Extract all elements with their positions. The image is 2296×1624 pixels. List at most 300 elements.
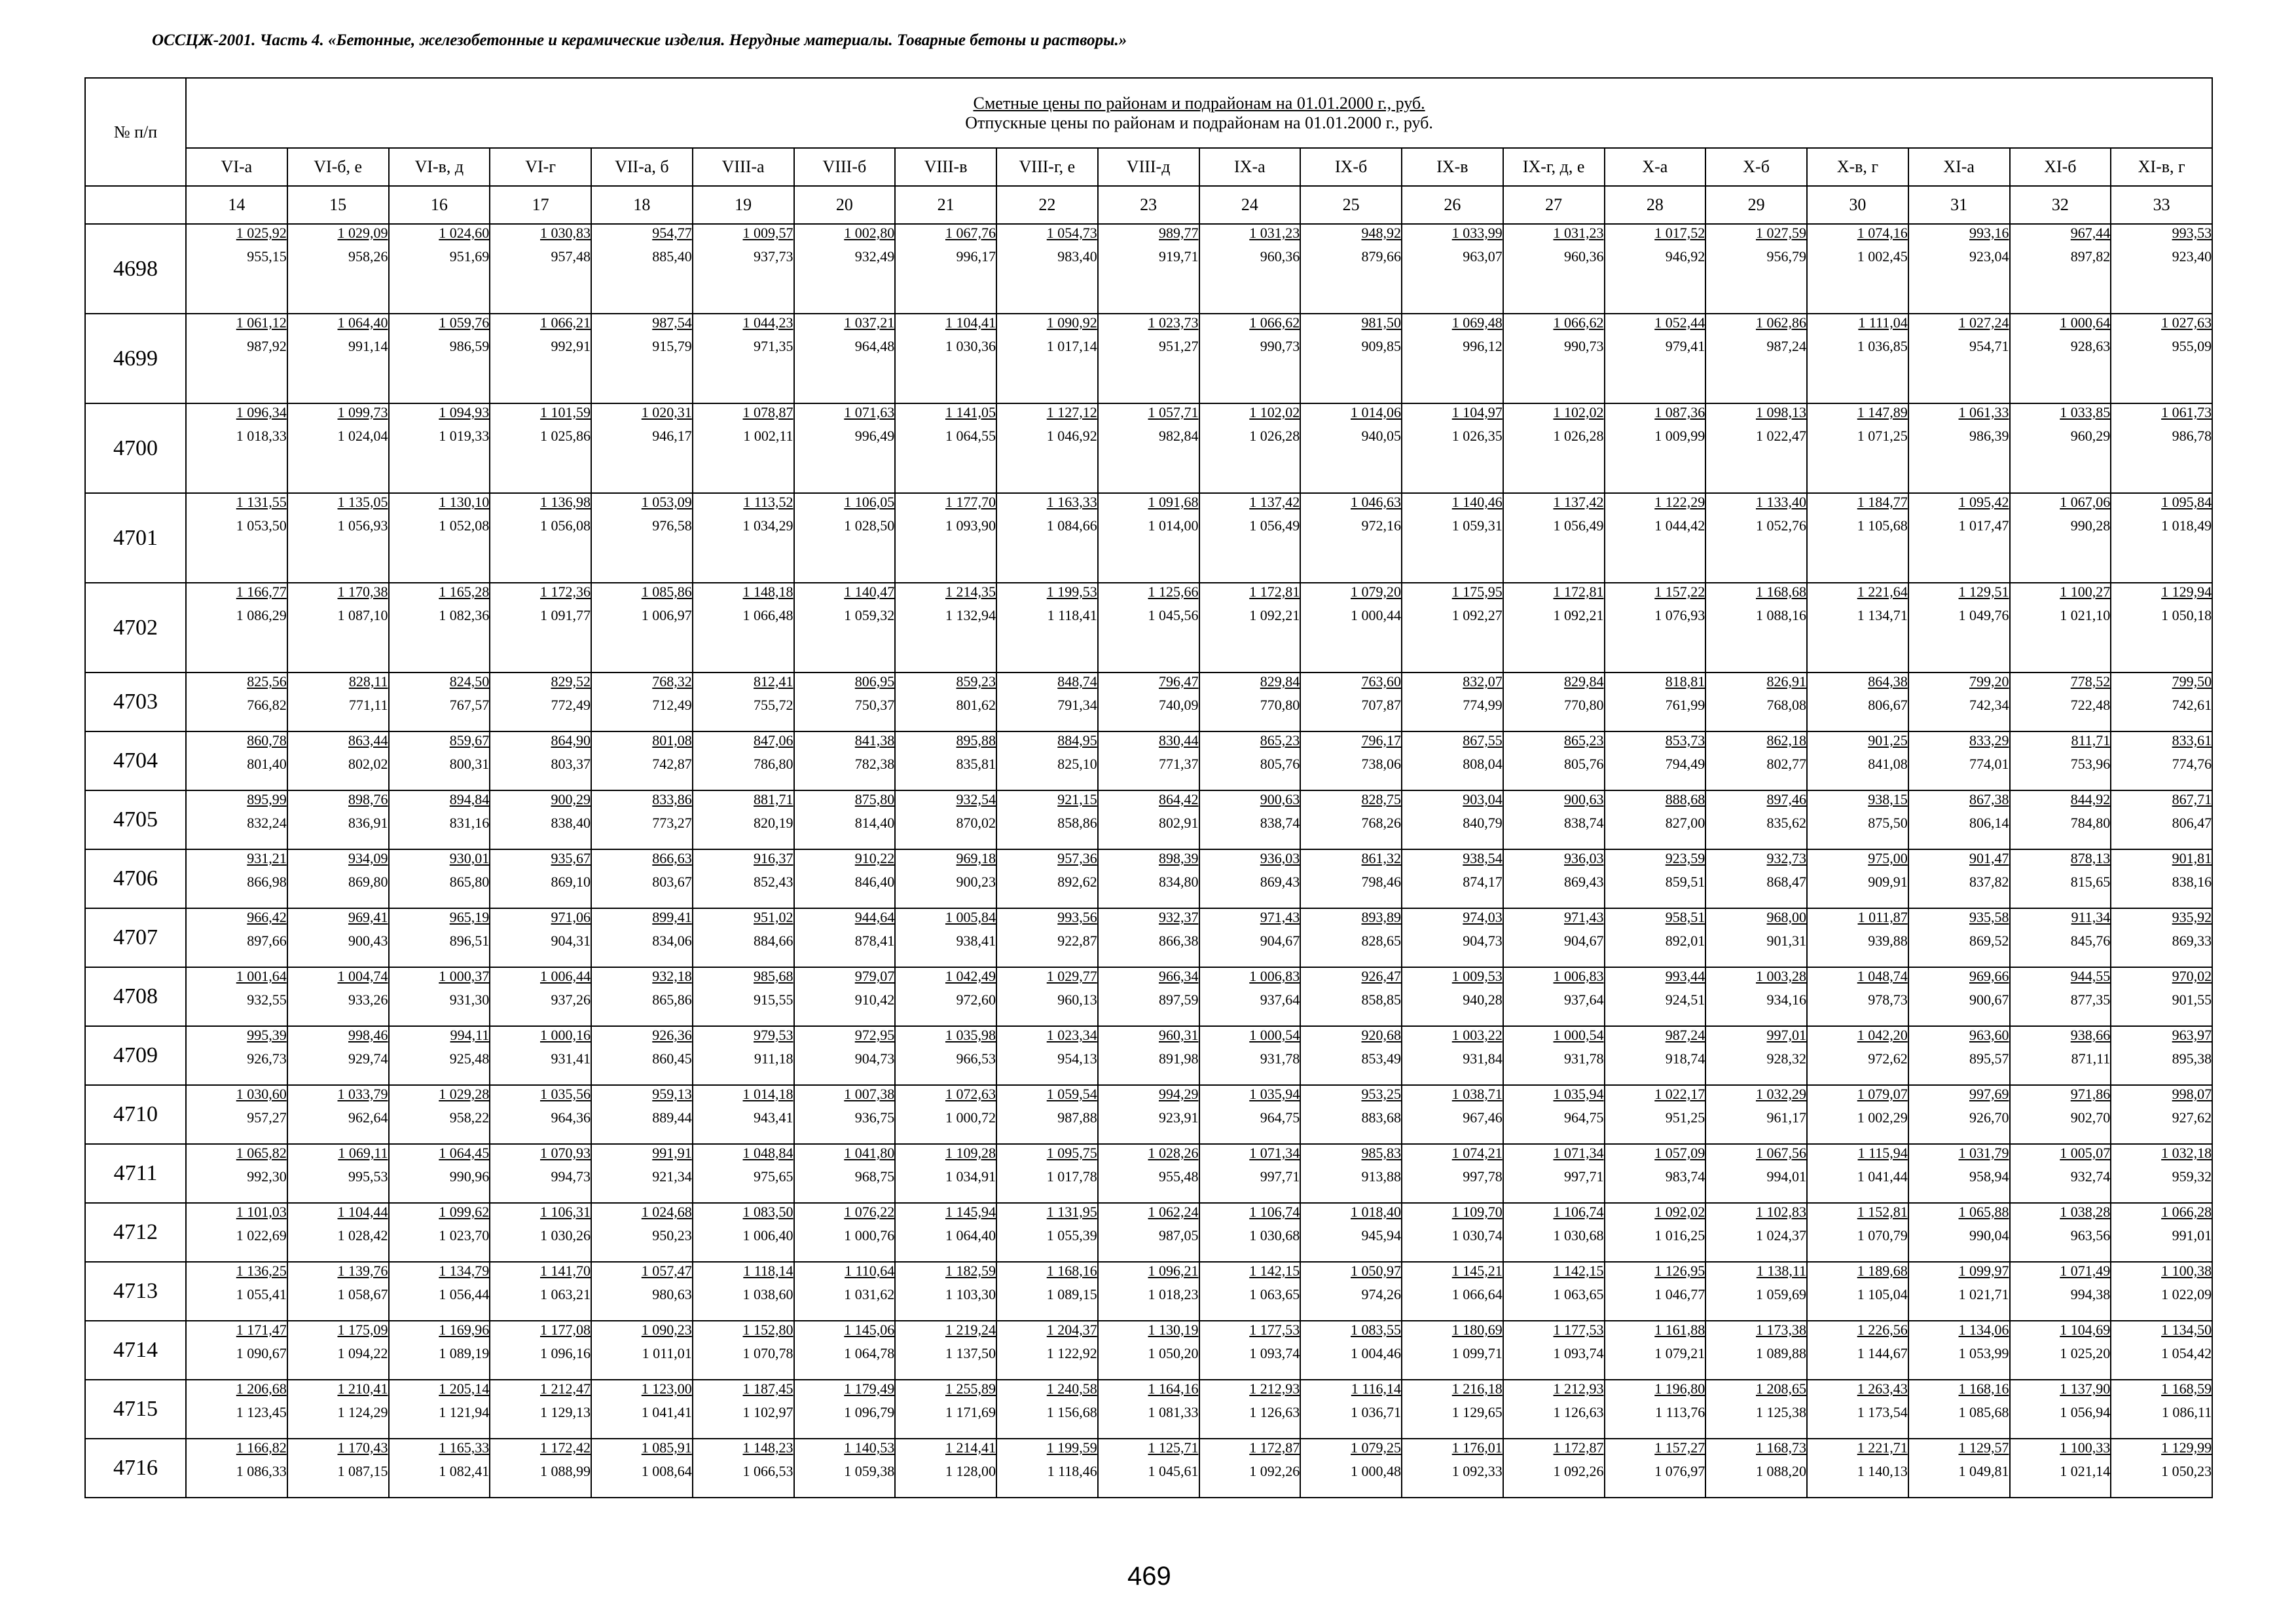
release-price: 1 045,56 xyxy=(1148,607,1199,623)
price-cell xyxy=(591,967,693,1026)
price-cell xyxy=(895,967,996,1026)
estimated-price: 841,38 xyxy=(854,732,895,748)
price-cell xyxy=(287,1262,389,1321)
estimated-price: 1 134,50 xyxy=(2161,1321,2212,1338)
release-price: 869,33 xyxy=(2172,932,2212,949)
release-price: 1 059,32 xyxy=(844,607,895,623)
estimated-price: 1 170,43 xyxy=(337,1439,388,1456)
estimated-price: 995,39 xyxy=(247,1027,287,1043)
release-price: 1 064,78 xyxy=(844,1345,895,1361)
price-cell xyxy=(1705,403,1807,493)
release-price: 1 082,41 xyxy=(439,1463,490,1479)
estimated-price: 1 024,68 xyxy=(641,1204,692,1220)
release-price: 866,38 xyxy=(1159,932,1199,949)
price-cell xyxy=(186,224,287,314)
price-cell xyxy=(1199,224,1301,314)
estimated-price: 1 139,76 xyxy=(337,1263,388,1279)
price-cell xyxy=(1705,967,1807,1026)
table-row xyxy=(85,731,2212,790)
release-price: 951,69 xyxy=(449,248,490,265)
estimated-price: 979,07 xyxy=(854,968,895,984)
price-cell xyxy=(1503,1085,1605,1144)
release-price: 938,41 xyxy=(956,932,996,949)
release-price: 964,75 xyxy=(1564,1109,1604,1126)
price-cell xyxy=(1807,1144,1908,1203)
price-cell xyxy=(1705,731,1807,790)
estimated-price: 1 111,04 xyxy=(1858,314,1908,331)
release-price: 755,72 xyxy=(754,697,793,713)
release-price: 1 118,41 xyxy=(1047,607,1097,623)
price-cell xyxy=(591,1085,693,1144)
estimated-price: 1 024,60 xyxy=(439,225,490,241)
release-price: 1 017,14 xyxy=(1046,338,1097,354)
release-price: 897,59 xyxy=(1159,991,1199,1008)
release-price: 931,84 xyxy=(1463,1050,1503,1067)
price-cell xyxy=(2010,908,2111,967)
price-cell xyxy=(1705,1439,1807,1498)
estimated-price: 1 136,25 xyxy=(236,1263,287,1279)
estimated-price: 900,29 xyxy=(551,791,591,807)
price-cell xyxy=(1605,1321,1706,1380)
price-cell xyxy=(1503,1026,1605,1085)
estimated-price: 1 022,17 xyxy=(1654,1086,1705,1102)
release-price: 931,78 xyxy=(1260,1050,1300,1067)
release-price: 992,91 xyxy=(551,338,591,354)
release-price: 996,49 xyxy=(854,428,895,444)
estimated-price: 1 123,00 xyxy=(641,1380,692,1397)
estimated-price: 799,20 xyxy=(1969,673,2009,690)
price-cell xyxy=(287,493,389,583)
release-price: 742,34 xyxy=(1969,697,2009,713)
release-price: 928,32 xyxy=(1766,1050,1806,1067)
price-cell xyxy=(1402,1321,1503,1380)
estimated-price: 878,13 xyxy=(2070,850,2111,866)
price-cell xyxy=(1605,493,1706,583)
estimated-price: 1 099,73 xyxy=(337,404,388,420)
release-price: 1 014,00 xyxy=(1148,517,1199,534)
price-cell xyxy=(895,1321,996,1380)
release-price: 983,74 xyxy=(1665,1168,1705,1185)
estimated-price: 911,34 xyxy=(2071,909,2111,925)
estimated-price: 1 168,59 xyxy=(2161,1380,2212,1397)
price-cell xyxy=(1503,1262,1605,1321)
release-price: 931,30 xyxy=(449,991,490,1008)
estimated-price: 970,02 xyxy=(2172,968,2212,984)
price-cell xyxy=(1908,1203,2010,1262)
price-cell xyxy=(693,1262,794,1321)
release-price: 1 105,04 xyxy=(1857,1286,1908,1302)
price-cell xyxy=(1503,1380,1605,1439)
estimated-price: 833,29 xyxy=(1969,732,2009,748)
estimated-price: 1 130,19 xyxy=(1148,1321,1199,1338)
estimated-price: 1 172,81 xyxy=(1553,583,1604,600)
table-row xyxy=(85,493,2212,583)
estimated-price: 971,43 xyxy=(1260,909,1300,925)
estimated-price: 898,39 xyxy=(1159,850,1199,866)
estimated-price: 1 031,23 xyxy=(1553,225,1604,241)
price-cell xyxy=(389,583,490,673)
estimated-price: 884,95 xyxy=(1057,732,1097,748)
release-price: 996,12 xyxy=(1463,338,1503,354)
price-cell xyxy=(1908,731,2010,790)
release-price: 773,27 xyxy=(652,815,692,831)
estimated-price: 864,42 xyxy=(1159,791,1199,807)
estimated-price: 1 052,44 xyxy=(1654,314,1705,331)
price-cell xyxy=(1402,314,1503,403)
column-number-empty xyxy=(85,186,186,224)
price-cell xyxy=(186,403,287,493)
estimated-price: 1 199,53 xyxy=(1046,583,1097,600)
row-number: 4698 xyxy=(85,224,186,314)
price-cell xyxy=(490,493,591,583)
price-cell xyxy=(794,673,896,731)
price-cell xyxy=(591,1026,693,1085)
price-cell xyxy=(1300,967,1402,1026)
estimated-price: 1 164,16 xyxy=(1148,1380,1199,1397)
estimated-price: 938,66 xyxy=(2070,1027,2111,1043)
release-price: 897,82 xyxy=(2070,248,2111,265)
price-cell xyxy=(1605,967,1706,1026)
estimated-price: 1 145,21 xyxy=(1451,1263,1503,1279)
release-price: 1 052,08 xyxy=(439,517,490,534)
price-cell xyxy=(1300,1262,1402,1321)
release-price: 982,84 xyxy=(1159,428,1199,444)
price-cell xyxy=(1705,583,1807,673)
release-price: 846,40 xyxy=(854,874,895,890)
price-cell xyxy=(1605,849,1706,908)
price-cell xyxy=(1402,1262,1503,1321)
price-cell xyxy=(996,403,1098,493)
estimated-price: 1 099,62 xyxy=(439,1204,490,1220)
estimated-price: 989,77 xyxy=(1159,225,1199,241)
estimated-price: 971,06 xyxy=(551,909,591,925)
release-price: 991,14 xyxy=(348,338,388,354)
estimated-price: 1 129,99 xyxy=(2161,1439,2212,1456)
release-price: 889,44 xyxy=(652,1109,692,1126)
release-price: 900,67 xyxy=(1969,991,2009,1008)
price-cell xyxy=(1503,1203,1605,1262)
column-number: 21 xyxy=(895,186,996,224)
estimated-price: 1 067,06 xyxy=(2060,494,2111,510)
price-cell xyxy=(693,493,794,583)
row-number: 4702 xyxy=(85,583,186,673)
release-price: 742,87 xyxy=(652,756,692,772)
price-cell xyxy=(693,1144,794,1203)
release-price: 1 028,42 xyxy=(337,1227,388,1244)
price-cell xyxy=(287,314,389,403)
price-cell xyxy=(1300,583,1402,673)
release-price: 1 017,47 xyxy=(1958,517,2009,534)
price-cell xyxy=(794,224,896,314)
release-price: 955,15 xyxy=(247,248,287,265)
price-cell xyxy=(1807,731,1908,790)
price-cell xyxy=(693,790,794,849)
estimated-price: 1 152,81 xyxy=(1857,1204,1908,1220)
estimated-price: 1 226,56 xyxy=(1857,1321,1908,1338)
release-price: 1 049,81 xyxy=(1958,1463,2009,1479)
price-cell xyxy=(591,673,693,731)
estimated-price: 1 168,16 xyxy=(1958,1380,2009,1397)
estimated-price: 812,41 xyxy=(754,673,793,690)
release-price: 1 093,74 xyxy=(1553,1345,1604,1361)
estimated-price: 957,36 xyxy=(1057,850,1097,866)
release-price: 931,41 xyxy=(551,1050,591,1067)
table-row xyxy=(85,1085,2212,1144)
price-cell xyxy=(1503,583,1605,673)
estimated-price: 998,07 xyxy=(2172,1086,2212,1102)
region-header: X-а xyxy=(1605,148,1706,186)
release-price: 963,07 xyxy=(1463,248,1503,265)
release-price: 902,70 xyxy=(2070,1109,2111,1126)
estimated-price: 1 062,24 xyxy=(1148,1204,1199,1220)
release-price: 1 056,08 xyxy=(540,517,591,534)
release-price: 964,75 xyxy=(1260,1109,1300,1126)
price-cell xyxy=(1807,1262,1908,1321)
release-price: 1 030,26 xyxy=(540,1227,591,1244)
estimated-price: 975,00 xyxy=(1868,850,1908,866)
estimated-price: 1 064,40 xyxy=(337,314,388,331)
price-cell xyxy=(794,1262,896,1321)
release-price: 1 140,13 xyxy=(1857,1463,1908,1479)
price-cell xyxy=(1908,1026,2010,1085)
release-price: 1 021,14 xyxy=(2060,1463,2111,1479)
release-price: 874,17 xyxy=(1463,874,1503,890)
price-cell xyxy=(1503,790,1605,849)
release-price: 1 132,94 xyxy=(945,607,996,623)
price-cell xyxy=(2010,731,2111,790)
release-price: 1 064,40 xyxy=(945,1227,996,1244)
price-cell xyxy=(1605,1203,1706,1262)
release-price: 1 059,38 xyxy=(844,1463,895,1479)
release-price: 1 086,33 xyxy=(236,1463,287,1479)
price-cell xyxy=(186,314,287,403)
price-cell xyxy=(895,224,996,314)
price-cell xyxy=(1605,908,1706,967)
estimated-price: 1 140,46 xyxy=(1451,494,1503,510)
estimated-price: 1 053,09 xyxy=(641,494,692,510)
release-price: 869,10 xyxy=(551,874,591,890)
estimated-price: 1 067,76 xyxy=(945,225,996,241)
release-price: 832,24 xyxy=(247,815,287,831)
estimated-price: 1 101,59 xyxy=(540,404,591,420)
release-price: 1 016,25 xyxy=(1654,1227,1705,1244)
release-price: 951,25 xyxy=(1665,1109,1705,1126)
price-cell xyxy=(996,1439,1098,1498)
estimated-price: 1 042,49 xyxy=(945,968,996,984)
price-cell xyxy=(693,673,794,731)
release-price: 1 076,97 xyxy=(1654,1463,1705,1479)
release-price: 869,80 xyxy=(348,874,388,890)
price-cell xyxy=(693,583,794,673)
release-price: 972,16 xyxy=(1361,517,1401,534)
price-cell xyxy=(693,1439,794,1498)
price-cell xyxy=(693,908,794,967)
price-cell xyxy=(2010,1085,2111,1144)
estimated-price: 1 157,22 xyxy=(1654,583,1705,600)
estimated-price: 935,58 xyxy=(1969,909,2009,925)
price-cell xyxy=(2111,849,2212,908)
release-price: 1 094,22 xyxy=(337,1345,388,1361)
estimated-price: 1 104,97 xyxy=(1451,404,1503,420)
release-price: 1 050,18 xyxy=(2161,607,2212,623)
price-cell xyxy=(1908,849,2010,908)
estimated-price: 965,19 xyxy=(449,909,490,925)
price-cell xyxy=(1807,1321,1908,1380)
column-number: 30 xyxy=(1807,186,1908,224)
release-price: 772,49 xyxy=(551,697,591,713)
release-price: 971,35 xyxy=(754,338,793,354)
price-cell xyxy=(287,1380,389,1439)
release-price: 961,17 xyxy=(1766,1109,1806,1126)
estimated-price: 1 126,95 xyxy=(1654,1263,1705,1279)
estimated-price: 1 208,65 xyxy=(1756,1380,1806,1397)
estimated-price: 969,66 xyxy=(1969,968,2009,984)
release-price: 774,76 xyxy=(2172,756,2212,772)
price-cell xyxy=(1605,673,1706,731)
region-header: VI-г xyxy=(490,148,591,186)
release-price: 798,46 xyxy=(1361,874,1401,890)
release-price: 904,73 xyxy=(854,1050,895,1067)
release-price: 1 084,66 xyxy=(1046,517,1097,534)
release-price: 802,91 xyxy=(1159,815,1199,831)
table-row xyxy=(85,1203,2212,1262)
price-cell xyxy=(2111,583,2212,673)
table-row xyxy=(85,1439,2212,1498)
price-cell xyxy=(1098,1321,1199,1380)
price-cell xyxy=(1300,731,1402,790)
price-cell xyxy=(1705,1321,1807,1380)
estimated-price: 1 104,69 xyxy=(2060,1321,2111,1338)
estimated-price: 1 005,07 xyxy=(2060,1145,2111,1161)
release-price: 1 134,71 xyxy=(1857,607,1908,623)
release-price: 933,26 xyxy=(348,991,388,1008)
estimated-price: 944,55 xyxy=(2070,968,2111,984)
estimated-price: 830,44 xyxy=(1159,732,1199,748)
price-cell xyxy=(693,849,794,908)
document-header: ОССЦЖ-2001. Часть 4. «Бетонные, железобетонные и керамические изделия. Нерудные материалы. Товарные бетоны и растворы.» xyxy=(152,31,1127,49)
price-cell xyxy=(1605,790,1706,849)
estimated-price: 1 165,33 xyxy=(439,1439,490,1456)
price-cell xyxy=(996,314,1098,403)
release-price: 1 018,49 xyxy=(2161,517,2212,534)
estimated-price: 1 170,38 xyxy=(337,583,388,600)
estimated-price: 1 057,71 xyxy=(1148,404,1199,420)
row-number: 4704 xyxy=(85,731,186,790)
release-price: 803,67 xyxy=(652,874,692,890)
estimated-price: 1 023,34 xyxy=(1046,1027,1097,1043)
price-cell xyxy=(1503,1439,1605,1498)
price-cell xyxy=(287,731,389,790)
estimated-price: 1 050,97 xyxy=(1351,1263,1401,1279)
region-header: VI-а xyxy=(186,148,287,186)
price-cell xyxy=(2010,1380,2111,1439)
estimated-price: 1 038,71 xyxy=(1451,1086,1503,1102)
price-cell xyxy=(1098,224,1199,314)
estimated-price: 1 000,54 xyxy=(1553,1027,1604,1043)
price-cell xyxy=(2010,224,2111,314)
price-cell xyxy=(591,731,693,790)
release-price: 1 034,29 xyxy=(742,517,793,534)
estimated-price: 875,80 xyxy=(854,791,895,807)
price-cell xyxy=(186,583,287,673)
price-cell xyxy=(1199,849,1301,908)
estimated-price: 829,52 xyxy=(551,673,591,690)
price-cell xyxy=(490,1262,591,1321)
price-cell xyxy=(1098,908,1199,967)
estimated-price: 1 182,59 xyxy=(945,1263,996,1279)
release-price: 1 137,50 xyxy=(945,1345,996,1361)
estimated-price: 994,29 xyxy=(1159,1086,1199,1102)
column-number: 25 xyxy=(1300,186,1402,224)
estimated-price: 828,75 xyxy=(1361,791,1401,807)
release-price: 1 055,39 xyxy=(1046,1227,1097,1244)
price-cell xyxy=(591,493,693,583)
price-cell xyxy=(186,731,287,790)
release-price: 951,27 xyxy=(1159,338,1199,354)
page-number: 469 xyxy=(1127,1562,1171,1591)
price-cell xyxy=(389,967,490,1026)
release-price: 991,01 xyxy=(2172,1227,2212,1244)
region-header: XI-а xyxy=(1908,148,2010,186)
estimated-price: 1 038,28 xyxy=(2060,1204,2111,1220)
price-cell xyxy=(389,908,490,967)
price-cell xyxy=(1503,493,1605,583)
release-price: 1 079,21 xyxy=(1654,1345,1705,1361)
release-price: 1 044,42 xyxy=(1654,517,1705,534)
release-price: 1 066,53 xyxy=(742,1463,793,1479)
estimated-price: 894,84 xyxy=(449,791,490,807)
release-price: 1 128,00 xyxy=(945,1463,996,1479)
release-price: 1 144,67 xyxy=(1857,1345,1908,1361)
price-cell xyxy=(794,967,896,1026)
release-price: 1 034,91 xyxy=(945,1168,996,1185)
release-price: 707,87 xyxy=(1361,697,1401,713)
price-cell xyxy=(389,1439,490,1498)
row-number: 4714 xyxy=(85,1321,186,1380)
price-cell xyxy=(1605,583,1706,673)
price-cell xyxy=(389,1026,490,1085)
price-cell xyxy=(1098,403,1199,493)
region-header: X-б xyxy=(1705,148,1807,186)
estimated-price: 1 129,57 xyxy=(1958,1439,2009,1456)
release-price: 983,40 xyxy=(1057,248,1097,265)
release-price: 904,31 xyxy=(551,932,591,949)
release-price: 960,29 xyxy=(2070,428,2111,444)
estimated-price: 948,92 xyxy=(1361,225,1401,241)
estimated-price: 1 029,77 xyxy=(1046,968,1097,984)
estimated-price: 801,08 xyxy=(652,732,692,748)
region-header: IX-в xyxy=(1402,148,1503,186)
price-cell xyxy=(1705,224,1807,314)
estimated-price: 1 219,24 xyxy=(945,1321,996,1338)
estimated-price: 1 148,23 xyxy=(742,1439,793,1456)
estimated-price: 1 033,79 xyxy=(337,1086,388,1102)
release-price: 722,48 xyxy=(2070,697,2111,713)
estimated-price: 1 141,05 xyxy=(945,404,996,420)
estimated-price: 935,92 xyxy=(2172,909,2212,925)
estimated-price: 1 065,88 xyxy=(1958,1204,2009,1220)
price-cell xyxy=(186,1380,287,1439)
release-price: 774,99 xyxy=(1463,697,1503,713)
price-cell xyxy=(996,1026,1098,1085)
release-price: 900,23 xyxy=(956,874,996,890)
release-price: 955,48 xyxy=(1159,1168,1199,1185)
release-price: 805,76 xyxy=(1260,756,1300,772)
price-cell xyxy=(2111,731,2212,790)
release-price: 1 092,26 xyxy=(1553,1463,1604,1479)
price-cell xyxy=(186,849,287,908)
release-price: 865,80 xyxy=(449,874,490,890)
